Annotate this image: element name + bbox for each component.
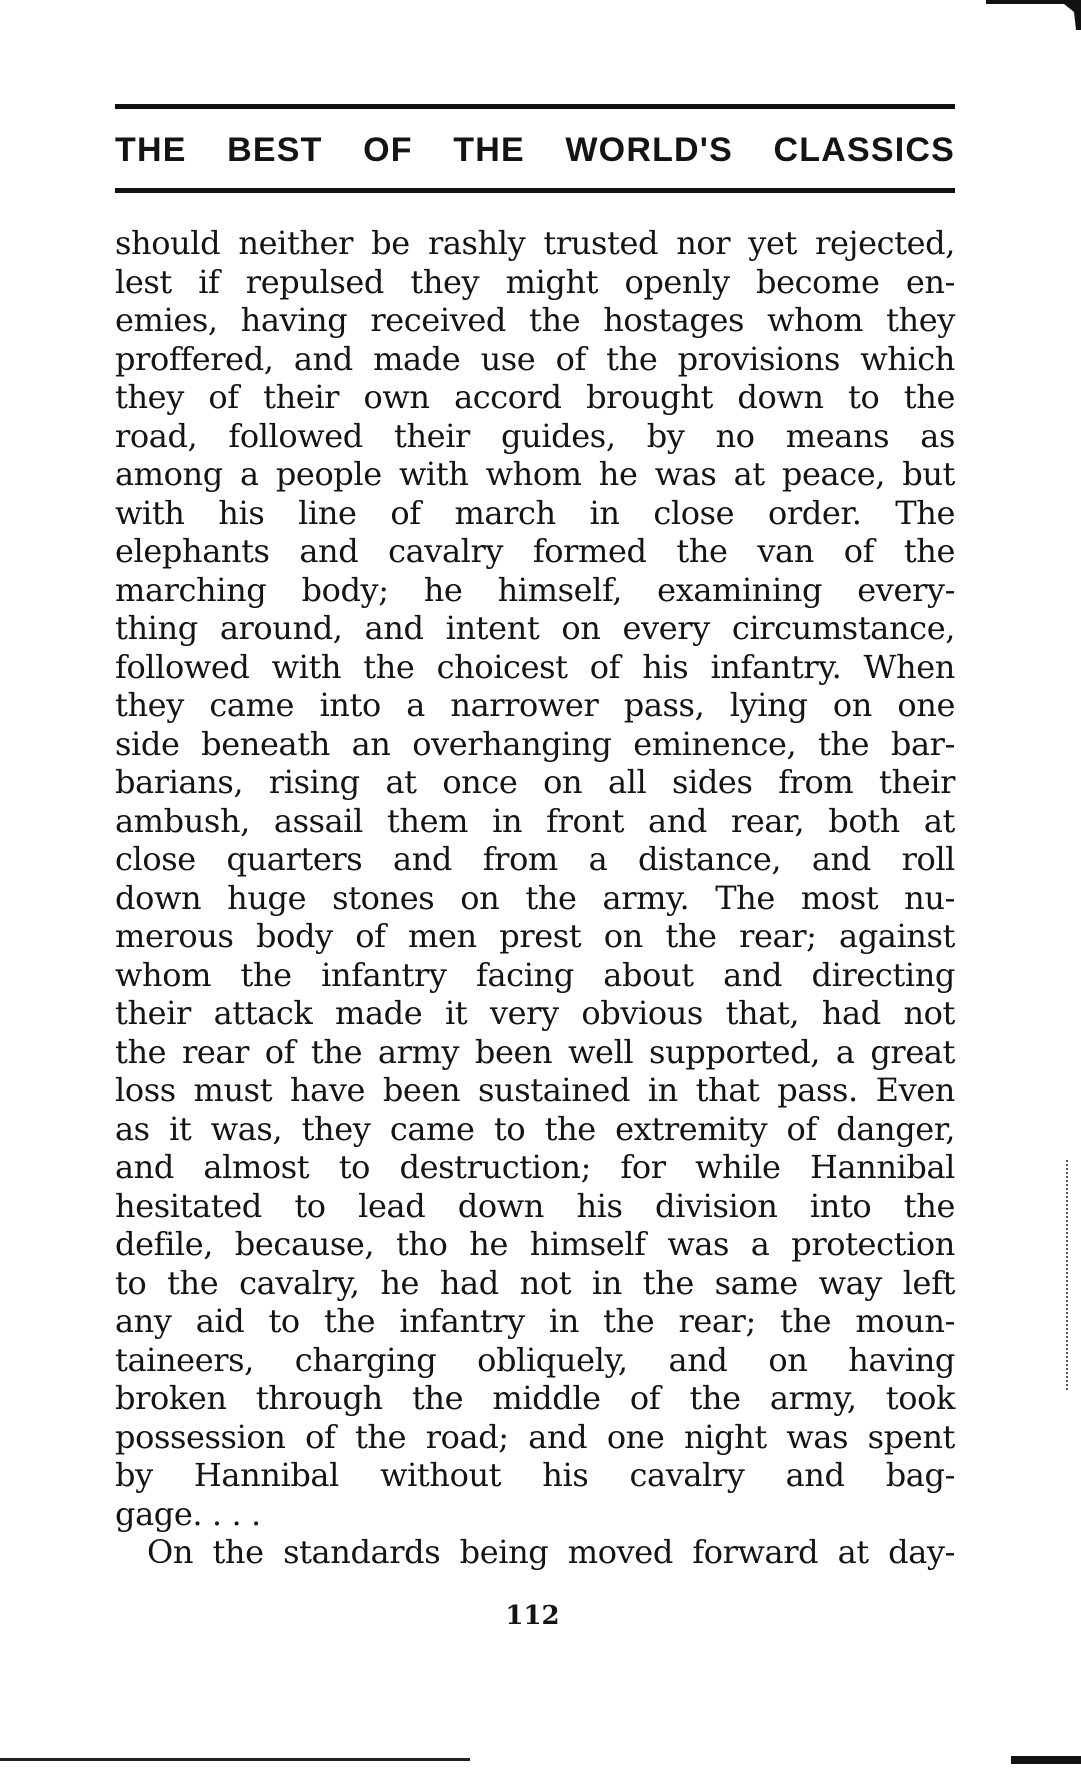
text-line: to the cavalry, he had not in the same way left <box>115 1263 955 1302</box>
text-line: their attack made it very obvious that, had not <box>115 994 955 1032</box>
text-line: lest if repulsed they might openly become en- <box>115 262 955 301</box>
text-line: road, followed their guides, by no means as <box>115 416 955 455</box>
paragraph-start-line: On the standards being moved forward at day- <box>147 1533 955 1571</box>
text-line: they of their own accord brought down to the <box>115 378 955 416</box>
text-line: emies, having received the hostages whom they <box>115 301 955 339</box>
running-head: THE BEST OF THE WORLD'S CLASSICS <box>115 131 955 169</box>
scan-edge-line <box>0 1758 470 1761</box>
text-line: barians, rising at once on all sides from their <box>115 763 955 801</box>
text-line: the rear of the army been well supported, a great <box>115 1032 955 1071</box>
text-line: as it was, they came to the extremity of danger, <box>115 1109 955 1148</box>
header-rule-bottom <box>115 188 955 193</box>
scan-edge-mark <box>1011 1752 1081 1764</box>
text-line: should neither be rashly trusted nor yet rejected, <box>115 224 955 262</box>
text-line: any aid to the infantry in the rear; the moun- <box>115 1302 955 1340</box>
text-line: gage. . . . <box>115 1494 261 1533</box>
text-line: close quarters and from a distance, and roll <box>115 840 955 878</box>
text-line: broken through the middle of the army, took <box>115 1379 955 1417</box>
text-line: they came into a narrower pass, lying on one <box>115 686 955 724</box>
text-line: possession of the road; and one night was spent <box>115 1417 955 1456</box>
text-line: thing around, and intent on every circumstance, <box>115 609 955 647</box>
text-line: down huge stones on the army. The most nu- <box>115 878 955 917</box>
text-line: defile, because, tho he himself was a protection <box>115 1225 955 1263</box>
text-line: whom the infantry facing about and directing <box>115 955 955 994</box>
page-number <box>0 1601 1081 1631</box>
text-line: hesitated to lead down his division into the <box>115 1186 955 1225</box>
text-line: proffered, and made use of the provisions which <box>115 339 955 378</box>
text-line: among a people with whom he was at peace, but <box>115 455 955 493</box>
text-line: followed with the choicest of his infantry. When <box>115 647 955 686</box>
body-text <box>115 224 955 1572</box>
scan-margin-artifact <box>1066 1160 1070 1390</box>
text-line: by Hannibal without his cavalry and bag- <box>115 1456 955 1494</box>
text-line: loss must have been sustained in that pass. Even <box>115 1071 955 1109</box>
header-rule-top <box>115 104 955 109</box>
text-line: elephants and cavalry formed the van of the <box>115 532 955 570</box>
text-line: marching body; he himself, examining every- <box>115 570 955 609</box>
text-line: taineers, charging obliquely, and on having <box>115 1340 955 1379</box>
text-line: with his line of march in close order. The <box>115 493 955 532</box>
page-number-text: 112 <box>505 1601 560 1631</box>
text-line: side beneath an overhanging eminence, the bar- <box>115 724 955 763</box>
scan-corner-mark <box>986 0 1081 30</box>
text-line: and almost to destruction; for while Hannibal <box>115 1148 955 1186</box>
text-line: merous body of men prest on the rear; against <box>115 917 955 955</box>
text-line: ambush, assail them in front and rear, both at <box>115 801 955 840</box>
